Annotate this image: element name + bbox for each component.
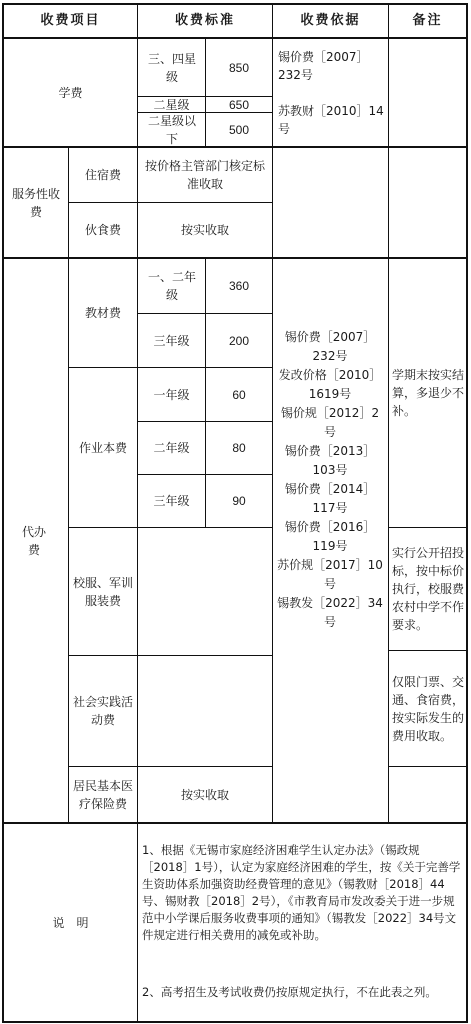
remark-uniform: 实行公开招投标，按中标价执行，校服费农村中学不作要求。 — [392, 546, 465, 632]
workbook-grade-cell: 三年级 — [153, 494, 190, 508]
lodging-fee-standard: 按价格主管部门核定标准收取 — [144, 159, 265, 191]
tuition-price-cell: 850 — [228, 60, 250, 75]
practice-fee-label: 社会实践活动费 — [72, 695, 133, 727]
table-rule — [272, 3, 273, 823]
textbook-price-cell: 200 — [228, 333, 250, 348]
workbook-fee-label: 作业本费 — [78, 440, 127, 455]
remark-practice: 仅限门票、交通、食宿费，按实际发生的费用收取。 — [392, 674, 465, 743]
header-standard: 收费标准 — [174, 13, 235, 28]
meal-fee-label: 伙食费 — [84, 223, 121, 237]
tuition-grade-cell: 二星级以下 — [147, 113, 196, 146]
table-border-right — [466, 3, 468, 1023]
notes-label: 说 明 — [52, 915, 89, 930]
medical-insurance-standard: 按实收取 — [180, 787, 229, 802]
textbook-price-cell: 360 — [228, 279, 250, 293]
note-item: 1、根据《无锡市家庭经济困难学生认定办法》（锡政规［2018］1号），认定为家庭经济困难的学生，按《关于完善学生资助体系加强资助经费管理的意见》（锡教财［2018］44号、锡财教［2018］2号），《市教育局市发改委关于进一步规范中小学课后服务收费事项的通知》（锡教发［2022］34号文件规定进行相关费用的减免或补助。 — [142, 843, 461, 942]
uniform-fee-label: 校服、军训服装费 — [72, 575, 133, 608]
note-item: 2、高考招生及考试收费仍按原规定执行，不在此表之列。 — [142, 985, 437, 999]
header-basis: 收费依据 — [300, 13, 361, 28]
workbook-grade-cell: 二年级 — [153, 441, 190, 455]
table-rule — [388, 766, 467, 767]
lodging-fee-label: 住宿费 — [84, 168, 121, 182]
workbook-grade-cell: 一年级 — [153, 387, 190, 402]
agency-fee-label: 代办费 — [21, 524, 46, 557]
service-fee-label: 服务性收费 — [11, 186, 60, 219]
textbook-grade-cell: 三年级 — [153, 333, 190, 348]
remark-books: 学期末按实结算，多退少不补。 — [392, 368, 465, 418]
tuition-price-cell: 650 — [228, 97, 250, 112]
header-item: 收费项目 — [40, 13, 101, 28]
meal-fee-standard: 按实收取 — [180, 223, 229, 237]
header-remark: 备注 — [412, 13, 443, 28]
workbook-price-cell: 80 — [232, 441, 246, 455]
medical-insurance-label: 居民基本医疗保险费 — [72, 778, 133, 811]
table-rule — [137, 822, 138, 1022]
table-rule — [388, 3, 389, 823]
agency-fee-basis: 锡价费［2007］232号 发改价格［2010］1619号 锡价规［2012］2号 锡价费［2013］103号 锡价费［2014］117号 锡价费［2016］119号 苏价规［2017］10号 锡教发［2022］34号 — [277, 330, 383, 629]
workbook-price-cell: 60 — [232, 387, 246, 402]
tuition-label: 学费 — [58, 85, 83, 100]
textbook-fee-label: 教材费 — [84, 306, 121, 320]
textbook-grade-cell: 一、二年级 — [147, 270, 196, 302]
table-border-bottom — [2, 1021, 467, 1023]
tuition-grade-cell: 二星级 — [153, 97, 190, 112]
workbook-price-cell: 90 — [232, 494, 246, 508]
tuition-grade-cell: 三、四星级 — [147, 51, 196, 84]
tuition-basis: 锡价费［2007］232号 苏教财［2010］14号 — [278, 49, 384, 136]
tuition-price-cell: 500 — [228, 122, 250, 137]
